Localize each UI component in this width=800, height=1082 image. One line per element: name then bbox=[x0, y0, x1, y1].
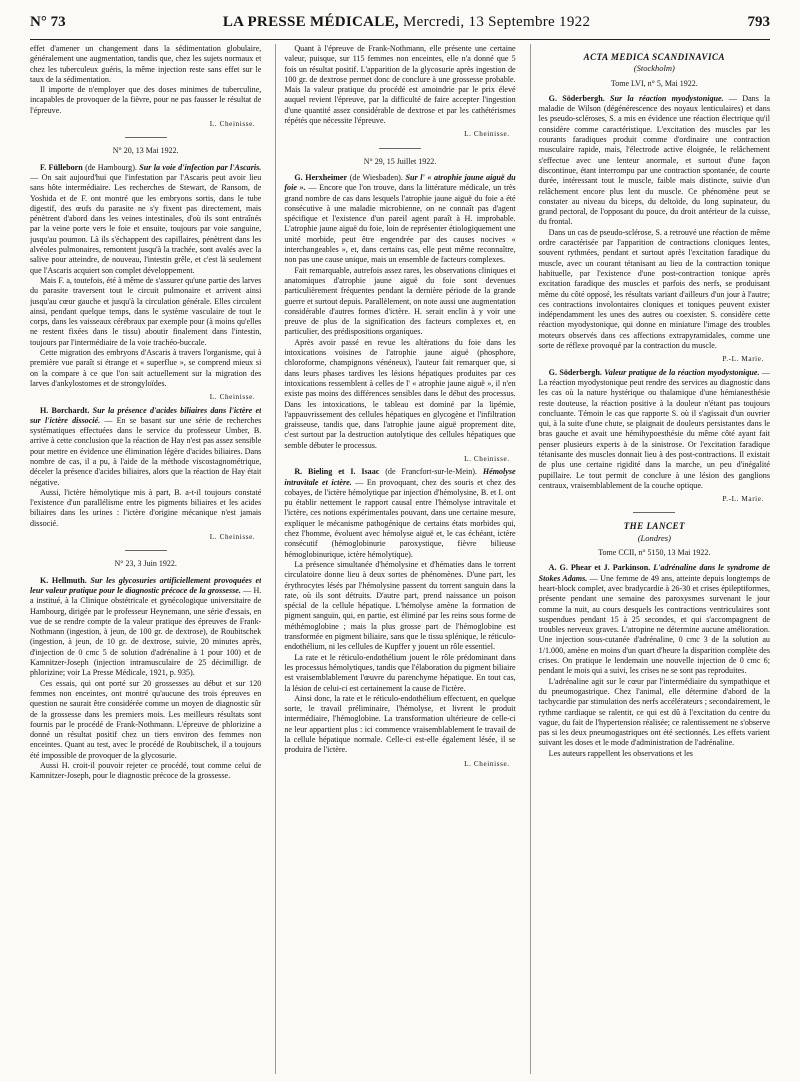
column-2 bbox=[275, 44, 515, 1074]
article-author: K. Hellmuth. bbox=[40, 575, 87, 585]
article-author: H. Borchardt. bbox=[40, 405, 90, 415]
column-3 bbox=[530, 44, 770, 1074]
article-title: Hémolyse intravitale et ictère. bbox=[284, 467, 516, 487]
paragraph: Les auteurs rappellent les observations et les bbox=[548, 748, 693, 758]
article-borchardt bbox=[30, 406, 261, 488]
article-soderbergh-2 bbox=[539, 368, 770, 492]
masthead bbox=[30, 14, 770, 40]
issue-subheading: N° 29, 15 Juillet 1922. bbox=[363, 156, 437, 166]
article-author: G. Söderbergh. bbox=[548, 93, 605, 103]
divider bbox=[379, 148, 421, 149]
issue-number: N° 73 bbox=[30, 14, 66, 30]
journal-city: (Londres) bbox=[637, 532, 671, 543]
signature: P.-L. Marie. bbox=[722, 355, 764, 364]
article-bieling-isaac bbox=[284, 467, 515, 560]
signature: L. Cheinisse. bbox=[209, 533, 256, 542]
article-author: G. Herxheimer bbox=[294, 172, 348, 182]
signature: P.-L. Marie. bbox=[722, 495, 764, 504]
journal-city: (Stockholm) bbox=[633, 63, 675, 74]
article-text: — On sait aujourd'hui que l'infestation par l'Ascaris peut avoir lieu sans hôte intermédiaire. Les recherches de Stewart, de Ransom, de Yoshida et de F. ont montré que les embryons sortis, dans le tube digestif, des œufs du parasite ne s'y fixent pas directement, mais pénètrent d'abord dans les veines intestinales, d'où ils sont entraînés par la veine porte vers le foie et ensuite, toujours par voie sanguine, jusqu'au poumon. Là ils s'échappent des capillaires, pénètrent dans les alvéoles pulmonaires, remontent jusqu'à la trachée, sont avalés avec la salive pour atteindre, de nouveau, l'intestin grêle, et c'est là seulement que l'Ascaris acquiert son complet développement. bbox=[30, 172, 262, 275]
article-text: — Une femme de 49 ans, atteinte depuis longtemps de heart-block complet, avec bradycardie à 26-30 et crises épileptiformes, présente pendant une semaine des paroxysmes survenant le jour comme la nuit, au cours desquels les contractions ventriculaires sont suspendues pendant 15 à 25 secondes, et qui s'accompagnent de troubles nerveux graves. L'atropine ne détermine aucune amélioration. Une injection sous-cutanée d'adrénaline, 0 cmc 3 de la solution au 1/1.000, amène en moins d'un quart d'heure la disparition complète des crises. On pratique le lendemain une nouvelle injection de 0 cmc 6; pendant le mois qui a suivi, les crises ne se sont pas reproduites. bbox=[538, 573, 770, 676]
journal-title bbox=[223, 14, 590, 31]
signature: L. Cheinisse. bbox=[464, 454, 510, 463]
paragraph: effet d'amener un changement dans la sédimentation globulaire, généralement une augmentation, tandis que, chez les sujets normaux et chez les tuberculeux guéris, la même injection reste sans effet sur le taux de la sédimentation. bbox=[30, 44, 262, 84]
paragraph: Aussi H. croit-il pouvoir rejeter ce procédé, tout comme celui de Kamnitzer-Joseph, pour le diagnostic précoce de la grossesse. bbox=[30, 761, 262, 781]
issue-subheading: Tome LVI, n° 5, Mai 1922. bbox=[610, 78, 698, 88]
paragraph: Quant à l'épreuve de Frank-Nothmann, elle présente une certaine valeur, puisque, sur 115 femmes non enceintes, elle n'a donné que 5 fois un résultat positif. L'apparition de la glycosurie après ingestion de 100 gr. de dextrose permet donc de conclure à une grossesse probable. Mais la valeur pratique du procédé est amoindrie par le prix élevé auquel revient l'épreuve, par la difficulté de faire accepter l'ingestion d'une quantité assez considérable de dextrose et par les cathétérismes répétés que nécessite l'épreuve. bbox=[284, 44, 516, 126]
signature: L. Cheinisse. bbox=[209, 393, 256, 402]
article-text: — H. a institué, à la Clinique obstétricale et gynécologique universitaire de Hambourg, dirigée par le professeur Heynemann, une série d'essais, en vue de se rendre compte de la valeur pratique des épreuves de Frank-Nothmann (ingestion, à jeun, de 100 gr. de dextrose), de Roubitschek (ingestion, à jeun, de 10 gr. de dextrose, suivie, 20 minutes après, d'injection de 0 cmc 5 de solution d'adrénaline à 1 pour 100) et de Kamnitzer-Joseph (injection intramusculaire de 25 décimilligr. de phlorizine; voir La Presse Médicale, 1921, p. 935). bbox=[30, 585, 262, 678]
divider bbox=[125, 137, 167, 138]
article-text: — Encore que l'on trouve, dans la littérature médicale, un très grand nombre de cas dans lesquels l'atrophie jaune aiguë du foie a été consécutive à une maladie microbienne, on ne connaît pas d'agent spécifique et l'existence d'un pareil agent paraît à H. improbable. L'atrophie jaune aiguë du foie, loin de représenter étiologiquement une unité morbide, peut être engendrée par des causes nocives « interchangeables », et, dans certains cas, elle peut même reconnaître, non pas une cause unique, mais un ensemble de facteurs complexes. bbox=[284, 183, 516, 265]
signature: L. Cheinisse. bbox=[464, 759, 510, 768]
article-author: G. Söderbergh. bbox=[548, 367, 602, 377]
journal-name: LA PRESSE MÉDICALE, bbox=[222, 14, 399, 30]
column-1 bbox=[30, 44, 261, 1074]
journal-heading: ACTA MEDICA SCANDINAVICA bbox=[583, 52, 726, 62]
paragraph: Fait remarquable, autrefois assez rares, les observations cliniques et anatomiques d'atrophie jaune aiguë du foie sont devenues particulièrement fréquentes pendant la dernière période de la grande guerre et surtout depuis. Parallèlement, on note aussi une augmentation considérable d'autres formes d'ictère. H. serait enclin à y voir une preuve de plus de la signification des facteurs complexes et, en particulier, des prédispositions organiques. bbox=[284, 265, 516, 337]
signature: L. Cheinisse. bbox=[464, 130, 510, 139]
article-fulleborn bbox=[30, 163, 261, 276]
article-title: Valeur pratique de la réaction myodystonique. bbox=[601, 367, 760, 377]
paragraph: La présence simultanée d'hémolysine et d'hématies dans le torrent circulatoire donne lieu à deux sortes de phénomènes. D'une part, les érythrocytes lésés par l'hémolysine passent du torrent sanguin dans la rate, où ils sont détruits. D'autre part, prend naissance un poison spécial de la cellule hépatique. L'hémolyse amène la formation de pigment sanguin, qui, en partie, est éliminé par les reins sous forme de méthémoglobine ; mais la plus grosse part de l'hémoglobine est transformée en pigment biliaire, sans que le tissu splénique, le réticulo-endothélium, ni les cellules de Kupffer y jouent un rôle essentiel. bbox=[284, 559, 516, 652]
paragraph: Cette migration des embryons d'Ascaris à travers l'organisme, qui à première vue paraît si étrange et « superflue », se comprend mieux si on la compare à ce que l'on sait actuellement sur la migration des larves d'ankylostomes et de strongyloïdes. bbox=[30, 348, 262, 388]
paragraph: Mais F. a, toutefois, été à même de s'assurer qu'une partie des larves du parasite traversent tout le circuit pulmonaire et arrivent ainsi jusqu'au cœur gauche et jusqu'à la circulation générale. Elles circulent ainsi, pendant quelque temps, dans le système vasculaire de tout le corps, dans les vaisseaux cérébraux par exemple pour (à moins qu'elles ne restent fixées dans le tissu) aboutir finalement dans l'intestin, toujours par l'intermédiaire de la voie trachéo-buccale. bbox=[30, 275, 262, 347]
signature: L. Cheinisse. bbox=[209, 120, 256, 129]
paragraph: Ces essais, qui ont porté sur 20 grossesses au début et sur 120 femmes non enceintes, ont montré qu'aucune des trois épreuves en question ne saurait être considérée comme un moyen de diagnostic sûr de la grossesse dans les premiers mois. Les meilleurs résultats sont fournis par le procédé de Frank-Nothmann. L'épreuve de phlorizine a donné un résultat positif chez un tiers environ des femmes non enceintes. Quant au test, avec le procédé de Roubitschek, il a toujours été impossible de provoquer de la glycosurie. bbox=[30, 678, 262, 760]
divider bbox=[633, 512, 675, 513]
article-location: (de Wiesbaden). bbox=[347, 172, 406, 182]
article-author: A. G. Phear et J. Parkinson. bbox=[548, 563, 651, 573]
article-soderbergh-1 bbox=[539, 94, 770, 228]
journal-heading: THE LANCET bbox=[623, 521, 685, 532]
issue-date: Mercredi, 13 Septembre 1922 bbox=[403, 14, 591, 30]
article-author: R. Bieling et I. Isaac bbox=[294, 467, 380, 477]
article-title: Sur la voie d'infection par l'Ascaris. bbox=[139, 162, 262, 172]
article-text: — La réaction myodystonique peut rendre des services au diagnostic dans les cas où la nature hystérique ou thalamique d'une hémianesthésie reste douteuse, la réaction positive à la douleur n'étant pas toujours concluante. Témoin le cas que rapporte S. où il s'agissait d'un ouvrier qui, à la suite d'une chute, se plaignait de douleurs persistantes dans le bras gauche et avait une hémihypoesthésie du même côté ayant fait penser plusieurs experts à de la sinistrose. Or l'excitation faradique tétanisante des muscles donnait lieu à des post-contractions. Il existait de plus une certaine rigidité dans la marche, un peu d'inégalité pupillaire. Le tout permit de conclure à une lésion des ganglions centraux, vraisemblablement de la couche optique. bbox=[538, 367, 770, 490]
paragraph: Il importe de n'employer que des doses minimes de tuberculine, incapables de provoquer de la fièvre, pour ne pas fausser le résultat de l'épreuve. bbox=[30, 85, 262, 115]
article-location: (de Francfort-sur-le-Mein). bbox=[379, 467, 483, 477]
article-title: L'adrénaline dans le syndrome de Stokes Adams. bbox=[538, 563, 770, 583]
paragraph: L'adrénaline agit sur le cœur par l'intermédiaire du sympathique et du pneumogastrique. Chez l'animal, elle détermine d'abord de la tachycardie par stimulation des nerfs accélérateurs ; secondairement, le rythme cardiaque se ralentit, ce qui est dû à l'excitation du centre du vague, du fait de l'hypertension réalisée; ce ralentissement ne s'observe pas si les deux pneumogastriques ont été sectionnés. Les effets varient suivant les doses et le mode d'administration de l'adrénaline. bbox=[538, 676, 770, 748]
article-title: Sur la présence d'acides biliaires dans l'ictère et sur l'ictère dissocié. bbox=[30, 405, 262, 425]
article-title: Sur l' « atrophie jaune aiguë du foie ». bbox=[284, 172, 516, 193]
article-herxheimer bbox=[284, 173, 515, 266]
article-hellmuth bbox=[30, 576, 261, 679]
article-text: — En se basant sur une série de recherches systématiques effectuées dans le service du professeur Umber, B. arrive à cette conclusion que la réaction de Hay n'est pas assez sensible pour mettre en évidence une élimination légère d'acides biliaires. Dans nombre de cas, il a pu, à l'aide de la méthode viscostagnométrique, déceler la présence d'acides biliaires, alors que la réaction de Hay était négative. bbox=[30, 415, 262, 487]
article-location: (de Hambourg). bbox=[82, 162, 140, 172]
paragraph: Dans un cas de pseudo-sclérose, S. a retrouvé une réaction de même ordre caractérisée par l'apparition de contractions cloniques lentes, souvent rythmées, pendant et surtout après l'excitation faradique du muscle, avec un courant tétanisant au lieu de la contraction tonique habituelle, par l'existence d'une post-contraction tonique après excitation faradique des muscles et parfois des nerfs, se produisant même du côté opposé, les résultats variant d'ailleurs d'un jour à l'autre; ces contractions involontaires cloniques et toniques peuvent exister indépendamment les unes des autres ou coexister. S. considère cette réaction myodystonique, qui donne en miniature l'image des troubles moteurs observés dans ces affections extrapyramidales, comme une sorte de réflexe provoqué par la contraction du muscle. bbox=[538, 227, 770, 351]
issue-subheading: N° 23, 3 Juin 1922. bbox=[114, 559, 177, 569]
paragraph: Après avoir passé en revue les altérations du foie dans les intoxications voisines de l'atrophie jaune aiguë (phosphore, chloroforme, champignons vénéneux), l'auteur fait remarquer que, si dans leurs phases tardives les lésions hépatiques produites par ces intoxications ressemblent à celles de l' « atrophie jaune aiguë », il n'en existe pas moins des différences sensibles dans le début des processus. Dans les intoxications, le tableau est dominé par la lipémie, l'appauvrissement des cellules hépatiques en glycogène et l'infiltration graisseuse, tandis que, dans l'atrophie jaune aiguë proprement dite, c'est surtout par la destruction autolytique des cellules hépatiques que semble débuter le processus. bbox=[284, 337, 516, 450]
paragraph: La rate et le réticulo-endothélium jouent le rôle prédominant dans les processus hémolytiques, tandis que l'élaboration du pigment biliaire est vraisemblablement l'œuvre du parenchyme hépatique. En tout cas, la lésion de celui-ci est certainement la cause de l'ictère. bbox=[284, 652, 516, 693]
columns bbox=[30, 44, 770, 1074]
issue-subheading: N° 20, 13 Mai 1922. bbox=[112, 146, 179, 156]
page-number: 793 bbox=[747, 14, 770, 30]
divider bbox=[125, 550, 167, 551]
article-title: Sur la réaction myodystonique. bbox=[604, 93, 724, 103]
article-phear-parkinson bbox=[539, 563, 770, 676]
article-title: Sur les glycosuries artificiellement provoquées et leur valeur pratique pour le diagnostic précoce de la grossesse. bbox=[30, 575, 262, 595]
article-text: — En provoquant, chez des souris et chez des cobayes, de l'ictère hémolytique par injection d'hémolysine, B. et I. ont pu établir nettement le rapport causal entre l'hémolyse intravitale et l'ictère, ces notions expérimentales pouvant, dans une certaine mesure, expliquer le mécanisme pathogénique de certains états morbides qui, chez l'homme, évoluent avec hémolyse aiguë et, le cas échéant, ictère consécutif (hémoglobinurie paroxystique, fièvre bilieuse hémoglobinurique, ictère hémolytique). bbox=[284, 477, 516, 559]
paragraph: Ainsi donc, la rate et le réticulo-endothélium effectuent, en quelque sorte, le travail préliminaire, l'hémolyse, et livrent le produit intermédiaire, l'hémoglobine. La transformation ultérieure de celle-ci ne leur appartient plus : ici commence vraisemblablement le travail de la cellule hépatique normale. Celle-ci est-elle également lésée, il se produira de l'ictère. bbox=[284, 693, 516, 755]
issue-subheading: Tome CCII, n° 5150, 13 Mai 1922. bbox=[598, 548, 711, 558]
article-text: — Dans la maladie de Wilson (dégénérescence des noyaux lenticulaires) et dans les pseudo-scléroses, S. a mis en évidence une réaction électrique qu'il considère comme caractéristique. L'excitation des muscles par les courants faradiques produit comme d'ordinaire une contraction musculaire rapide, mais, l'électrode active éloignée, le relâchement s'effectue avec une lenteur anormale, et surtout d'une façon discontinue, étant interrompu par une contraction spontanée, de courte durée, intéressant tout le muscle, faible mais distincte, suivie d'un relâchement encore plus lent du muscle. Ce phénomène peut se constater au niveau du biceps, du deltoïde, du long supinateur, du grand pectoral, de l'opposant du pouce, du droit antérieur de la cuisse, du frontal. bbox=[538, 93, 770, 227]
article-author: F. Fülleborn bbox=[40, 162, 83, 172]
paragraph: Aussi, l'ictère hémolytique mis à part, B. a-t-il toujours constaté l'existence d'un parallélisme entre les pigments biliaires et les acides biliaires dans les urines : l'ictère d'origine mécanique n'est jamais dissocié. bbox=[30, 487, 262, 528]
